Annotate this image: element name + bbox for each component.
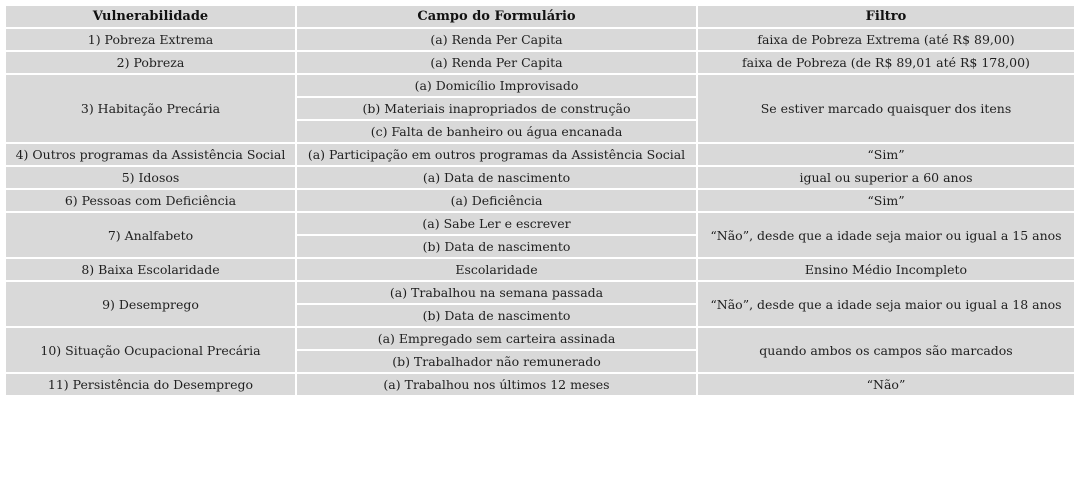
- campo-cell: (b) Materiais inapropriados de construção: [296, 97, 697, 120]
- vulnerabilidade-cell: 11) Persistência do Desemprego: [5, 373, 296, 396]
- campo-cell: (a) Data de nascimento: [296, 166, 697, 189]
- table-row: [5, 28, 1075, 51]
- campo-cell: (a) Domicílio Improvisado: [296, 74, 697, 97]
- vulnerabilidade-cell: 3) Habitação Precária: [5, 74, 296, 143]
- campo-cell: Escolaridade: [296, 258, 697, 281]
- vulnerabilidade-cell: 5) Idosos: [5, 166, 296, 189]
- campo-cell: (a) Sabe Ler e escrever: [296, 212, 697, 235]
- campo-cell: (a) Empregado sem carteira assinada: [296, 327, 697, 350]
- header-vulnerabilidade: Vulnerabilidade: [5, 5, 296, 28]
- header-row: [5, 5, 1075, 28]
- table-row: [5, 143, 1075, 166]
- campo-cell: (a) Deficiência: [296, 189, 697, 212]
- table-row: [5, 373, 1075, 396]
- vulnerabilidade-cell: 10) Situação Ocupacional Precária: [5, 327, 296, 373]
- filtro-cell: faixa de Pobreza (de R$ 89,01 até R$ 178,00): [697, 51, 1075, 74]
- campo-cell: (a) Renda Per Capita: [296, 28, 697, 51]
- table-row: [5, 51, 1075, 74]
- table-row: [5, 212, 1075, 235]
- filtro-cell: faixa de Pobreza Extrema (até R$ 89,00): [697, 28, 1075, 51]
- campo-cell: (b) Data de nascimento: [296, 304, 697, 327]
- campo-cell: (a) Renda Per Capita: [296, 51, 697, 74]
- campo-cell: (b) Trabalhador não remunerado: [296, 350, 697, 373]
- filtro-cell: Se estiver marcado quaisquer dos itens: [697, 74, 1075, 143]
- vulnerabilidade-cell: 6) Pessoas com Deficiência: [5, 189, 296, 212]
- table-row: [5, 281, 1075, 304]
- filtro-cell: quando ambos os campos são marcados: [697, 327, 1075, 373]
- vulnerabilidade-cell: 1) Pobreza Extrema: [5, 28, 296, 51]
- table-row: [5, 74, 1075, 97]
- vulnerabilidade-cell: 9) Desemprego: [5, 281, 296, 327]
- campo-cell: (a) Trabalhou nos últimos 12 meses: [296, 373, 697, 396]
- filtro-cell: Ensino Médio Incompleto: [697, 258, 1075, 281]
- vulnerabilidade-cell: 4) Outros programas da Assistência Social: [5, 143, 296, 166]
- filtro-cell: igual ou superior a 60 anos: [697, 166, 1075, 189]
- vulnerabilidade-cell: 7) Analfabeto: [5, 212, 296, 258]
- campo-cell: (b) Data de nascimento: [296, 235, 697, 258]
- header-filtro: Filtro: [697, 5, 1075, 28]
- vulnerability-table: [4, 4, 1076, 397]
- campo-cell: (c) Falta de banheiro ou água encanada: [296, 120, 697, 143]
- filtro-cell: “Não”, desde que a idade seja maior ou igual a 18 anos: [697, 281, 1075, 327]
- table-row: [5, 258, 1075, 281]
- table-row: [5, 189, 1075, 212]
- vulnerabilidade-cell: 8) Baixa Escolaridade: [5, 258, 296, 281]
- filtro-cell: “Sim”: [697, 143, 1075, 166]
- vulnerabilidade-cell: 2) Pobreza: [5, 51, 296, 74]
- campo-cell: (a) Participação em outros programas da Assistência Social: [296, 143, 697, 166]
- filtro-cell: “Não”, desde que a idade seja maior ou igual a 15 anos: [697, 212, 1075, 258]
- table-row: [5, 166, 1075, 189]
- table-body: [5, 28, 1075, 396]
- filtro-cell: “Não”: [697, 373, 1075, 396]
- filtro-cell: “Sim”: [697, 189, 1075, 212]
- table-row: [5, 327, 1075, 350]
- header-campo: Campo do Formulário: [296, 5, 697, 28]
- campo-cell: (a) Trabalhou na semana passada: [296, 281, 697, 304]
